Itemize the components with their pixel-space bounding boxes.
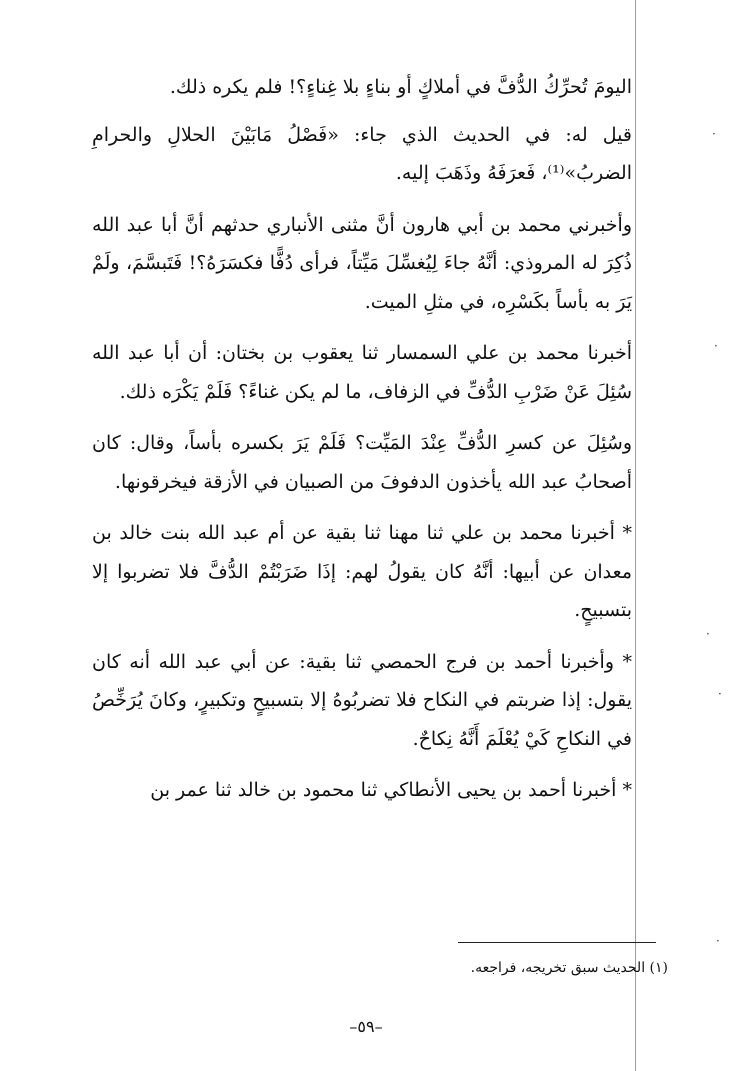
- footnote-divider: [458, 942, 656, 943]
- margin-mark: ·: [718, 687, 722, 701]
- footnote: (١) الحديث سبق تخريجه، فراجعه.: [470, 960, 668, 976]
- paragraph: * وأخبرنا أحمد بن فرج الحمصي ثنا بقية: عن أبي عبد الله أنه كان يقول: إذا ضربتم في النكاح فلا تضربُوهُ إلا بتسبيحٍ وتكبيرٍ، وكانَ يُرَخِّصُ في النكاحِ كَيْ يُعْلَمَ أَنَّهُ نِكاحٌ.: [92, 650, 632, 750]
- margin-mark: ·: [714, 339, 718, 353]
- margin-mark: ·: [716, 934, 720, 948]
- paragraph: أخبرنا محمد بن علي السمسار ثنا يعقوب بن بختان: أن أبا عبد الله سُئِلَ عَنْ ضَرْبِ الدُّفِّ في الزفاف، ما لم يكن غناءً؟ فَلَمْ يَكْرَه ذلك.: [92, 342, 632, 403]
- paragraph: وأخبرني محمد بن أبي هارون أنَّ مثنى الأنباري حدثهم أنَّ أبا عبد الله ذُكِرَ له المروذي: أنَّهُ جاءَ لِيُغسِّلَ مَيِّتاً، فرأى دُفًّا فكسَرَهُ؟! فَتَبسَّمَ، ولَمْ يَرَ به بأساً بكَسْرِه، في مثلِ الميت.: [92, 213, 632, 313]
- margin-mark: ·: [712, 127, 716, 141]
- body-text: [92, 68, 632, 823]
- margin-mark: ·: [706, 627, 710, 641]
- paragraph: * أخبرنا أحمد بن يحيى الأنطاكي ثنا محمود بن خالد ثنا عمر بن: [150, 779, 632, 801]
- paragraph: اليومَ تُحرِّكُ الدُّفَّ في أملاكٍ أو بناءٍ بلا غِناءٍ؟! فلم يكره ذلك.: [169, 76, 632, 98]
- paragraph: * أخبرنا محمد بن علي ثنا مهنا ثنا بقية عن أم عبد الله بنت خالد بن معدان عن أبيها: أنَّهُ كان يقولُ لهم: إذَا ضَرَبْتُمْ الدُّفَّ فلا تضربوا إلا بتسبيحٍ.: [92, 522, 632, 621]
- paragraph: قيل له: في الحديث الذي جاء: «فَصْلُ مَابَيْنَ الحلالِ والحرامِ الضربُ»⁽¹⁾، فَعرَفَهُ وذَهَبَ إليه.: [92, 123, 632, 184]
- paragraph: وسُئِلَ عن كسرِ الدُّفِّ عِنْدَ المَيِّت؟ فَلَمْ يَرَ بكسره بأساً، وقال: كان أصحابُ عبد الله يأخذون الدفوفَ من الصبيان في الأزقة فيخرقونها.: [92, 432, 632, 493]
- page-number: –٥٩–: [349, 1017, 383, 1036]
- scan-gutter-line: [635, 0, 636, 1071]
